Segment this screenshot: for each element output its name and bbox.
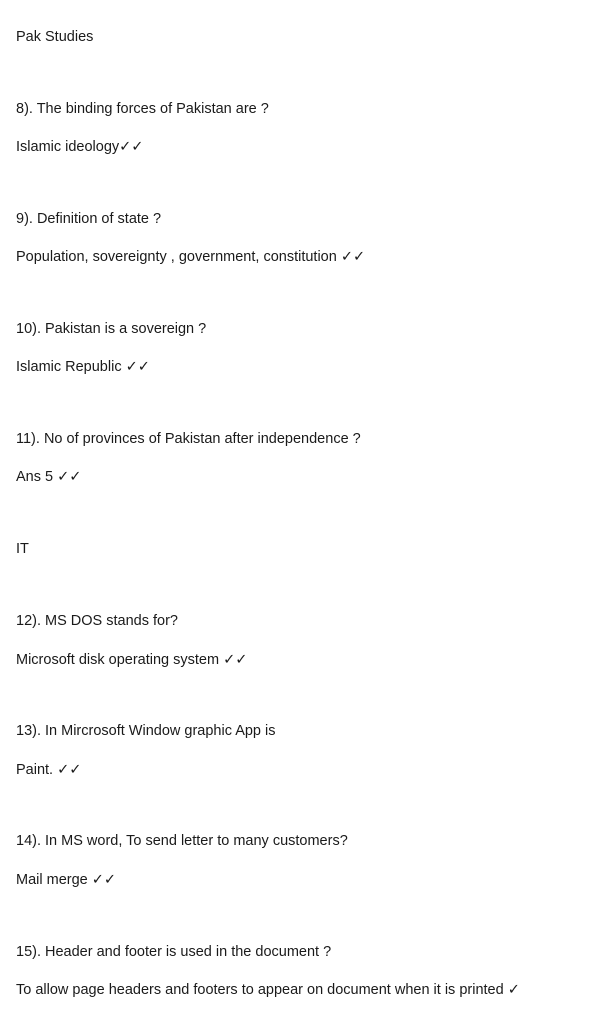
question-12: 12). MS DOS stands for? [16, 613, 178, 629]
question-15: 15). Header and footer is used in the document ? [16, 944, 332, 960]
question-11: 11). No of provinces of Pakistan after independence ? [16, 431, 361, 447]
question-13: 13). In Mircrosoft Window graphic App is [16, 723, 276, 739]
answer-15: To allow page headers and footers to appear on document when it is printed ✓ [16, 982, 520, 998]
answer-12: Microsoft disk operating system ✓✓ [16, 652, 248, 668]
answer-13: Paint. ✓✓ [16, 762, 82, 778]
answer-11: Ans 5 ✓✓ [16, 469, 82, 485]
answer-9: Population, sovereignty , government, constitution ✓✓ [16, 249, 366, 265]
answer-10: Islamic Republic ✓✓ [16, 359, 150, 375]
question-9: 9). Definition of state ? [16, 211, 162, 227]
answer-8: Islamic ideology✓✓ [16, 139, 144, 155]
section-heading-it: IT [16, 541, 29, 557]
section-heading-pak-studies: Pak Studies [16, 29, 94, 45]
question-8: 8). The binding forces of Pakistan are ? [16, 101, 269, 117]
answer-14: Mail merge ✓✓ [16, 872, 117, 888]
question-10: 10). Pakistan is a sovereign ? [16, 321, 207, 337]
question-14: 14). In MS word, To send letter to many customers? [16, 833, 348, 849]
